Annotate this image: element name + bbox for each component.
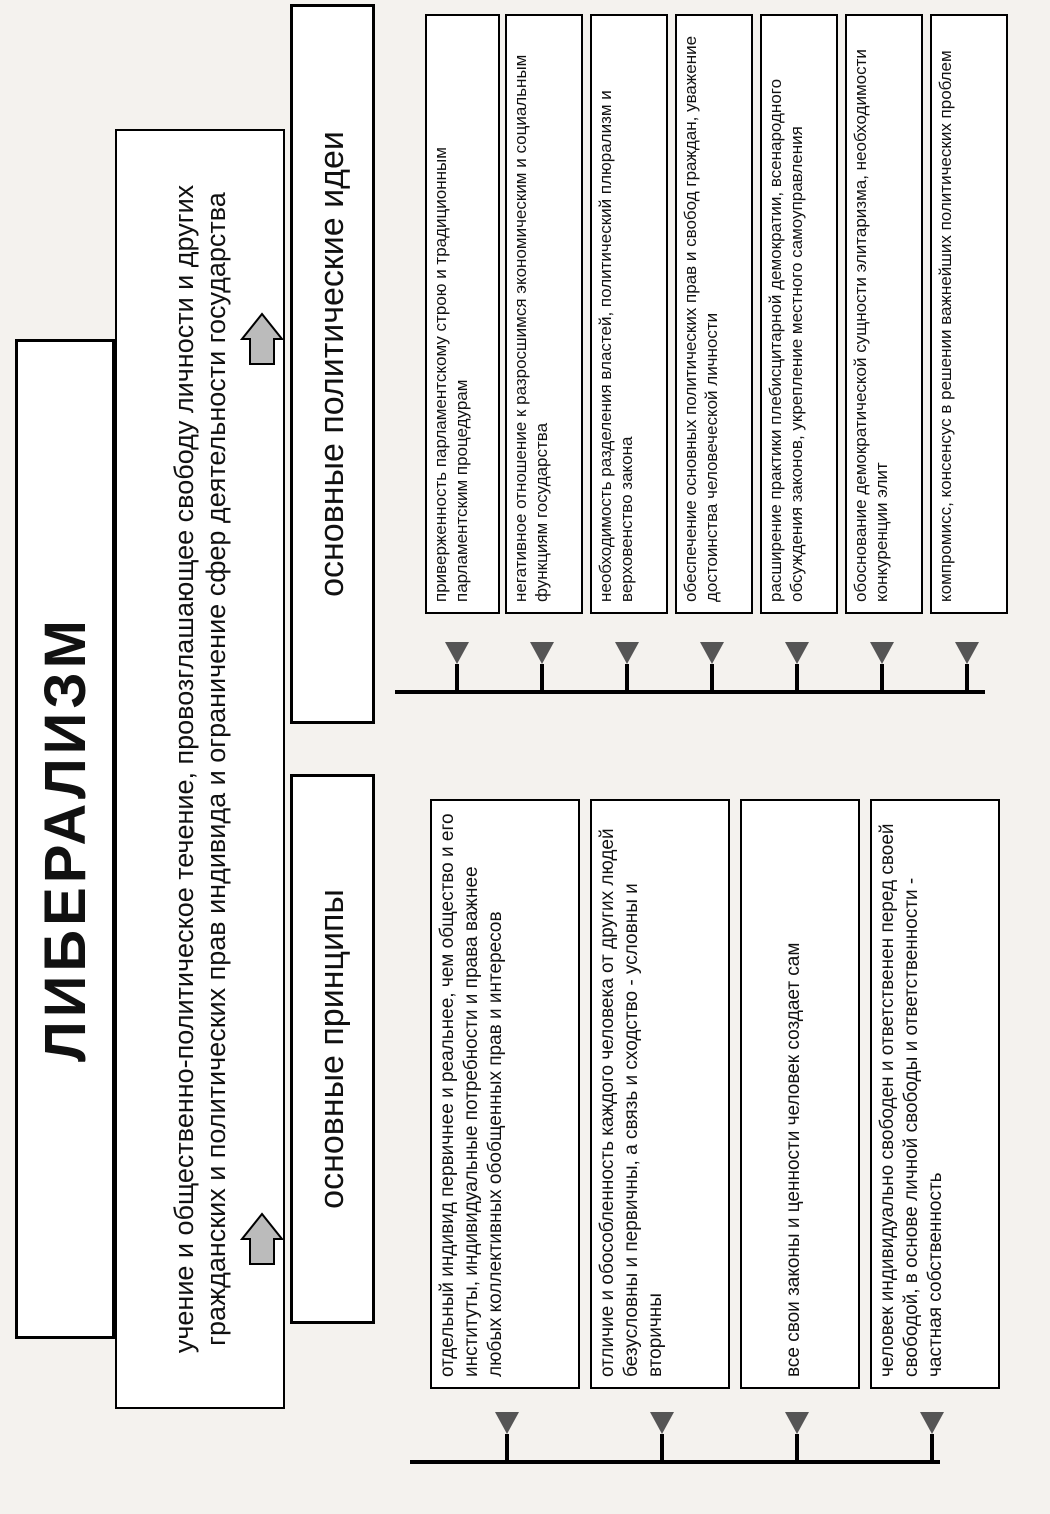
principles-heading: основные принципы bbox=[313, 889, 351, 1209]
principle-item: отдельный индивид первичнее и реальнее, чем общество и его институты, индивидуальные потребности и права важнее любых коллективных обобщенных прав и интересов bbox=[430, 799, 580, 1389]
triangle-arrow-icon bbox=[870, 642, 894, 664]
principles-branch bbox=[660, 1434, 664, 1464]
triangle-arrow-icon bbox=[785, 1412, 809, 1434]
triangle-arrow-icon bbox=[445, 642, 469, 664]
diagram-title: ЛИБЕРАЛИЗМ bbox=[32, 616, 98, 1062]
triangle-arrow-icon bbox=[955, 642, 979, 664]
triangle-arrow-icon bbox=[530, 642, 554, 664]
idea-item: обеспечение основных политических прав и свобод граждан, уважение достоинства человеческой личности bbox=[675, 14, 753, 614]
idea-item: компромисс, консенсус в решении важнейших политических проблем bbox=[930, 14, 1008, 614]
idea-item: расширение практики плебисцитарной демократии, всенародного обсуждения законов, укрепление местного самоуправления bbox=[760, 14, 838, 614]
idea-item: приверженность парламентскому строю и традиционным парламентским процедурам bbox=[425, 14, 500, 614]
principles-branch bbox=[505, 1434, 509, 1464]
principles-connector bbox=[410, 1460, 940, 1464]
ideas-heading-box bbox=[290, 4, 375, 724]
idea-item: обоснование демократической сущности элитаризма, необходимости конкуренции элит bbox=[845, 14, 923, 614]
ideas-branch bbox=[625, 664, 629, 694]
principles-branch bbox=[930, 1434, 934, 1464]
ideas-heading: основные политические идеи bbox=[313, 131, 351, 597]
triangle-arrow-icon bbox=[495, 1412, 519, 1434]
principles-branch bbox=[795, 1434, 799, 1464]
ideas-branch bbox=[965, 664, 969, 694]
principle-item: все свои законы и ценности человек создает сам bbox=[740, 799, 860, 1389]
triangle-arrow-icon bbox=[700, 642, 724, 664]
title-box bbox=[15, 339, 115, 1339]
ideas-branch bbox=[455, 664, 459, 694]
principle-item: человек индивидуально свободен и ответственен перед своей свободой, в основе личной свободы и ответственности - частная собственность bbox=[870, 799, 1000, 1389]
idea-item: негативное отношение к разросшимся экономическим и социальным функциям государства bbox=[505, 14, 583, 614]
definition-text: учение и общественно-политическое течение, провозглашающее свободу личности и других гражданских и политических прав индивида и ограничение сфер деятельности государства bbox=[169, 184, 231, 1354]
triangle-arrow-icon bbox=[785, 642, 809, 664]
ideas-branch bbox=[795, 664, 799, 694]
triangle-arrow-icon bbox=[650, 1412, 674, 1434]
idea-item: необходимость разделения властей, политический плюрализм и верховенство закона bbox=[590, 14, 668, 614]
principles-heading-box bbox=[290, 774, 375, 1324]
triangle-arrow-icon bbox=[615, 642, 639, 664]
ideas-branch bbox=[880, 664, 884, 694]
triangle-arrow-icon bbox=[920, 1412, 944, 1434]
principle-item: отличие и обособленность каждого человека от других людей безусловны и первичны, а связь и сходство - условны и вторичны bbox=[590, 799, 730, 1389]
ideas-branch bbox=[710, 664, 714, 694]
ideas-connector bbox=[395, 690, 985, 694]
ideas-branch bbox=[540, 664, 544, 694]
arrow-to-principles bbox=[240, 1209, 290, 1269]
arrow-to-ideas bbox=[240, 309, 290, 369]
